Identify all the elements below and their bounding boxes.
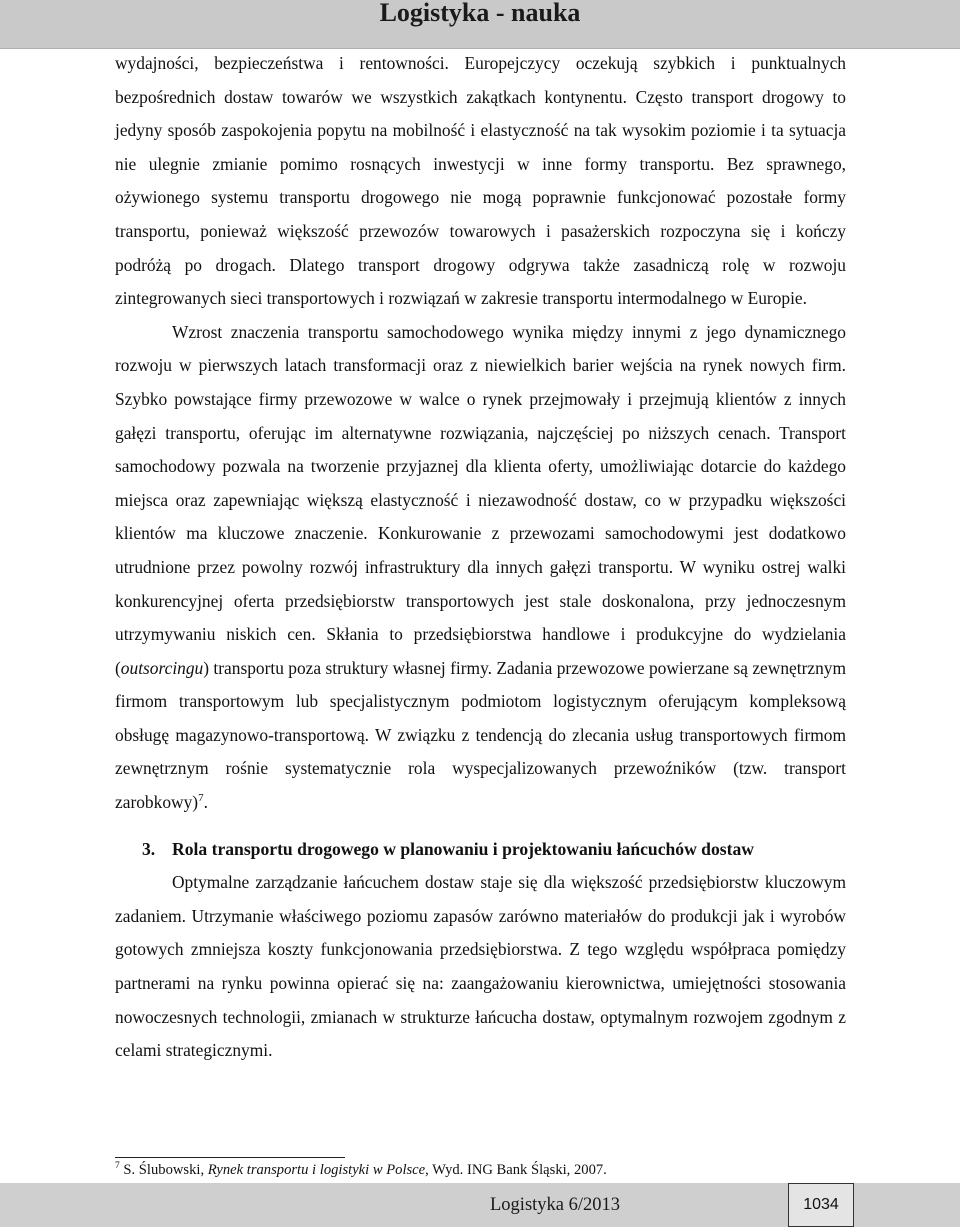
section-heading (115, 833, 846, 867)
footnote-separator (115, 1157, 345, 1158)
section-title: Rola transportu drogowego w planowaniu i projektowaniu łańcuchów dostaw (172, 838, 754, 859)
paragraph-continuation: wydajności, bezpieczeństwa i rentowności. Europejczycy oczekują szybkich i punktualnych bezpośrednich dostaw towarów we wszystkich zakątkach kontynentu. Często transport drogowy to jedyny sposób zaspokojenia popytu na mobilność i elastyczność na tak wysokim poziomie i ta sytuacja nie ulegnie zmianie pomimo rosnących inwestycji w inne formy transportu. Bez sprawnego, ożywionego systemu transportu drogowego nie mogą poprawnie funkcjonować pozostałe formy transportu, ponieważ większość przewozów towarowych i pasażerskich rozpoczyna się i kończy podróżą po drogach. Dlatego transport drogowy odgrywa także zasadniczą rolę w rozwoju zintegrowanych sieci transportowych i rozwiązań w zakresie transportu intermodalnego w Europie. (115, 53, 846, 309)
running-header-title: Logistyka - nauka (379, 0, 581, 27)
footnote (115, 1160, 846, 1180)
page-body (115, 47, 846, 1068)
footer-journal-name: Logistyka 6/2013 (490, 1195, 621, 1215)
paragraph-text: ) transportu poza struktury własnej firmy. Zadania przewozowe powierzane są zewnętrznym firmom transportowym lub specjalistycznym podmiotom logistycznym oferującym kompleksową obsługę magazynowo-transportową. W związku z tendencją do zlecania usług transportowych firmom zewnętrznym rośnie systematycznie rola wyspecjalizowanych przewoźników (tzw. transport zarobkowy) (115, 657, 846, 813)
footnote-reference[interactable]: 7 (198, 792, 204, 805)
italic-term-outsorcing: outsorcingu (120, 657, 204, 678)
footnote-publisher: , Wyd. ING Bank Śląski, 2007. (425, 1162, 607, 1178)
page-number: 1034 (803, 1196, 839, 1213)
paragraph-supply-chain: Optymalne zarządzanie łańcuchem dostaw staje się dla większość przedsiębiorstw kluczowym zadaniem. Utrzymanie właściwego poziomu zapasów zarówno materiałów do produkcji jak i wyrobów gotowych zmniejsza koszty funkcjonowania przedsiębiorstwa. Z tego względu współpraca pomiędzy partnerami na rynku powinna opierać się na: zaangażowaniu kierownictwa, umiejętności stosowania nowoczesnych technologii, zmianach w strukturze łańcucha dostaw, optymalnym rozwojem zgodnym z celami strategicznymi. (115, 872, 846, 1061)
footnote-work-title: Rynek transportu i logistyki w Polsce (207, 1162, 426, 1178)
footnote-author: S. Ślubowski, (119, 1162, 208, 1178)
paragraph-road-transport-growth (115, 316, 846, 820)
section-number: 3. (142, 838, 156, 859)
paragraph-text: . (203, 792, 208, 813)
paragraph-text: Wzrost znaczenia transportu samochodowego wynika między innymi z jego dynamicznego rozwoju w pierwszych latach transformacji oraz z niewielkich barier wejścia na rynek nowych firm. Szybko powstające firmy przewozowe w walce o rynek przejmowały i przejmują klientów z innych gałęzi transportu, oferując im alternatywne rozwiązania, najczęściej po niższych cenach. Transport samochodowy pozwala na tworzenie przyjaznej dla klienta oferty, umożliwiając dotarcie do każdego miejsca oraz zapewniając większą elastyczność i niezawodność dostaw, co w przypadku większości klientów ma kluczowe znaczenie. Konkurowanie z przewozami samochodowymi jest dodatkowo utrudnione przez powolny rozwój infrastruktury dla innych gałęzi transportu. W wyniku ostrej walki konkurencyjnej oferta przedsiębiorstw transportowych jest stale doskonalona, przy jednoczesnym utrzymywaniu niskich cen. Skłania to przedsiębiorstwa handlowe i produkcyjne do wydzielania ( (115, 321, 846, 678)
footnote-marker: 7 (115, 1161, 120, 1172)
